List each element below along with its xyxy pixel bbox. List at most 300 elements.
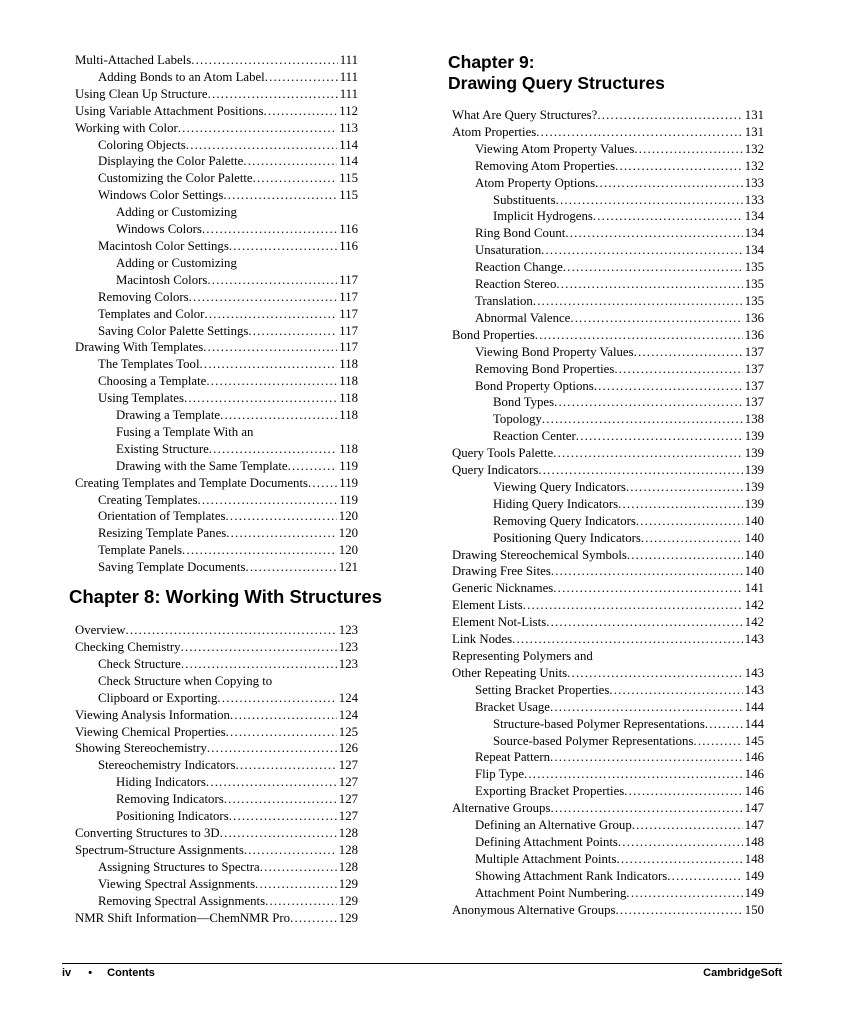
toc-entry-title: Generic Nicknames [452,581,554,596]
toc-entry-page: 137 [744,361,764,376]
toc-entry-page: 114 [339,154,358,169]
dot-leader [184,390,337,407]
toc-entry-page: 149 [744,868,764,883]
toc-entry-title: Flip Type [475,767,524,782]
toc-entry[interactable] [452,851,764,868]
toc-entry-title: Drawing with the Same Template [116,458,288,473]
dot-leader [290,910,337,927]
toc-entry[interactable] [75,407,358,424]
toc-entry-title: Attachment Point Numbering [475,885,627,900]
toc-entry[interactable] [452,141,764,158]
toc-entry-page: 145 [744,733,764,748]
toc-entry-page: 132 [744,158,764,173]
toc-entry[interactable] [75,137,358,154]
toc-entry[interactable] [452,699,764,716]
toc-entry-title: Adding Bonds to an Atom Label [98,69,265,84]
toc-entry[interactable] [75,170,358,187]
toc-entry-page: 117 [339,306,358,321]
dot-leader [206,774,337,791]
toc-entry[interactable] [452,597,764,614]
toc-entry-page: 147 [744,818,764,833]
toc-entry-title: Using Templates [98,391,184,406]
toc-entry[interactable] [75,356,358,373]
toc-entry-title: Showing Stereochemistry [75,741,207,756]
toc-entry-page: 135 [744,277,764,292]
toc-entry[interactable] [75,390,358,407]
toc-entry-page: 148 [744,834,764,849]
toc-entry[interactable] [75,492,358,509]
toc-entry[interactable] [452,716,764,733]
toc-entry[interactable] [452,225,764,242]
toc-entry[interactable] [75,859,358,876]
toc-entry-title: Removing Colors [98,289,189,304]
toc-entry-page: 144 [744,699,764,714]
dot-leader [533,293,743,310]
toc-entry[interactable] [452,175,764,192]
toc-entry[interactable] [75,757,358,774]
toc-entry-title: Removing Atom Properties [475,158,616,173]
toc-entry-page: 139 [744,429,764,444]
toc-entry-title: Using Variable Attachment Positions [75,103,264,118]
toc-entry[interactable] [452,445,764,462]
toc-entry-title: Other Repeating Units [452,665,568,680]
toc-entry-title-line: Adding or Customizing [116,205,237,220]
toc-entry[interactable] [452,614,764,631]
toc-entry[interactable] [452,885,764,902]
toc-list-chapter-8 [75,622,358,926]
dot-leader [203,339,337,356]
dot-leader [236,757,337,774]
toc-entry-title: Assigning Structures to Spectra [98,859,260,874]
toc-entry-title: Bond Properties [452,327,535,342]
dot-leader [618,496,743,513]
dot-leader [181,639,337,656]
dot-leader [616,902,743,919]
toc-entry-title: Atom Property Options [475,175,596,190]
toc-entry-page: 143 [744,682,764,697]
dot-leader [178,120,338,137]
toc-entry-page: 142 [744,598,764,613]
toc-entry-title: Defining an Alternative Group [475,818,632,833]
toc-entry[interactable] [75,774,358,791]
toc-entry[interactable] [452,259,764,276]
toc-entry[interactable] [75,306,358,323]
toc-entry[interactable] [452,665,764,682]
toc-entry-page: 137 [744,395,764,410]
toc-entry-title: Exporting Bracket Properties [475,784,625,799]
chapter-8-heading: Chapter 8: Working With Structures [69,586,382,608]
dot-leader [565,225,742,242]
page-footer [62,963,782,979]
toc-entry-title: Anonymous Alternative Groups [452,902,616,917]
toc-entry-page: 117 [339,289,358,304]
toc-entry[interactable] [75,441,358,458]
toc-entry[interactable] [75,323,358,340]
toc-entry-page: 120 [338,543,358,558]
toc-entry-title-line: Check Structure when Copying to [98,673,273,688]
toc-entry[interactable] [75,373,358,390]
toc-entry[interactable] [452,411,764,428]
dot-leader [550,749,743,766]
footer-left [62,967,155,979]
toc-entry[interactable] [75,559,358,576]
toc-entry[interactable] [452,496,764,513]
dot-leader [206,373,337,390]
toc-entry-page: 134 [744,243,764,258]
toc-entry[interactable] [452,124,764,141]
toc-entry[interactable] [452,479,764,496]
toc-entry-title: Coloring Objects [98,137,186,152]
toc-entry[interactable] [452,530,764,547]
toc-entry[interactable] [452,242,764,259]
dot-leader [594,378,743,395]
toc-entry-title: Element Not-Lists [452,615,547,630]
toc-entry[interactable] [75,221,358,238]
toc-entry-page: 118 [339,441,358,456]
dot-leader [288,458,338,475]
dot-leader [244,842,337,859]
dot-leader [125,622,336,639]
toc-entry[interactable] [75,153,358,170]
toc-entry-page: 134 [744,209,764,224]
toc-entry-page: 136 [744,310,764,325]
toc-entry[interactable] [75,69,358,86]
toc-entry-title: Query Tools Palette [452,446,554,461]
footer-bullet: • [88,967,93,979]
toc-entry-page: 119 [339,475,358,490]
toc-entry[interactable] [452,462,764,479]
toc-entry-page: 118 [339,374,358,389]
dot-leader [512,631,743,648]
toc-entry-title: Overview [75,623,126,638]
toc-entry[interactable] [75,791,358,808]
dot-leader [197,492,337,509]
toc-entry[interactable] [452,682,764,699]
toc-entry[interactable] [452,361,764,378]
toc-entry[interactable] [75,52,358,69]
toc-entry[interactable] [452,580,764,597]
toc-entry[interactable] [452,378,764,395]
toc-entry-title: Removing Bond Properties [475,361,615,376]
toc-entry-page: 117 [339,272,358,287]
dot-leader [618,834,743,851]
toc-entry-title: Macintosh Colors [116,272,208,287]
toc-entry-title: Check Structure [98,656,181,671]
dot-leader [567,665,743,682]
toc-entry-title-line: Representing Polymers and [452,649,593,663]
dot-leader [550,699,743,716]
toc-entry-page: 129 [338,910,358,925]
toc-entry-title: Creating Templates [98,492,198,507]
toc-entry-page: 127 [338,758,358,773]
dot-leader [627,547,743,564]
toc-entry-title: Topology [493,412,542,427]
dot-leader [182,542,337,559]
toc-entry-page: 149 [744,885,764,900]
toc-entry-title: Macintosh Color Settings [98,238,229,253]
toc-entry[interactable] [75,508,358,525]
dot-leader [536,124,743,141]
toc-entry-page: 146 [744,767,764,782]
toc-entry-page: 120 [338,509,358,524]
toc-entry[interactable] [452,276,764,293]
toc-entry-title: Bond Types [493,395,555,410]
toc-list-chapter-9 [452,107,764,919]
toc-entry-title: Showing Attachment Rank Indicators [475,868,668,883]
dot-leader [189,289,338,306]
left-column [69,52,382,926]
toc-entry-title: Viewing Atom Property Values [475,141,635,156]
dot-leader [191,52,338,69]
dot-leader [265,69,338,86]
toc-entry-title: Link Nodes [452,632,513,647]
dot-leader [614,361,742,378]
toc-entry-title: Drawing With Templates [75,340,204,355]
dot-leader [641,530,743,547]
toc-entry-page: 124 [338,707,358,722]
dot-leader [255,876,337,893]
toc-entry-page: 116 [339,222,358,237]
toc-entry-title-line: Adding or Customizing [116,255,237,270]
dot-leader [563,259,743,276]
toc-entry[interactable] [75,339,358,356]
toc-entry-page: 128 [338,859,358,874]
dot-leader [576,428,743,445]
dot-leader [207,740,337,757]
toc-entry-page: 135 [744,293,764,308]
dot-leader [542,411,743,428]
toc-entry[interactable] [75,842,358,859]
dot-leader [220,407,337,424]
toc-entry[interactable] [452,192,764,209]
toc-entry[interactable] [452,310,764,327]
toc-entry-title: Drawing Free Sites [452,564,551,579]
dot-leader [264,103,338,120]
toc-entry-title: Displaying the Color Palette [98,154,244,169]
toc-entry-page: 128 [338,842,358,857]
toc-entry-title: Resizing Template Panes [98,526,227,541]
toc-entry-title-line: Fusing a Template With an [116,424,254,439]
toc-entry[interactable] [75,458,358,475]
toc-entry[interactable] [75,690,358,707]
dot-leader [609,682,742,699]
dot-leader [570,310,742,327]
toc-entry[interactable] [452,428,764,445]
toc-entry-page: 143 [744,665,764,680]
toc-entry-page: 141 [744,581,764,596]
dot-leader [636,513,743,530]
toc-entry-page: 146 [744,750,764,765]
dot-leader [595,175,743,192]
toc-entry-title: Unsaturation [475,243,542,258]
toc-entry[interactable] [75,289,358,306]
toc-entry-title: Substituents [493,192,556,207]
dot-leader [223,187,337,204]
toc-entry-page: 133 [744,175,764,190]
toc-entry[interactable] [452,327,764,344]
toc-entry[interactable] [75,639,358,656]
dot-leader [554,394,743,411]
toc-entry-page: 121 [338,560,358,575]
toc-entry[interactable] [75,740,358,757]
toc-entry-page: 118 [339,357,358,372]
toc-entry[interactable] [75,876,358,893]
dot-leader [204,306,337,323]
toc-entry-title: Translation [475,293,533,308]
toc-entry-page: 138 [744,412,764,427]
toc-entry[interactable] [452,800,764,817]
toc-entry[interactable] [452,513,764,530]
dot-leader [626,479,743,496]
toc-entry[interactable] [452,547,764,564]
toc-entry-page: 131 [744,108,764,122]
toc-entry[interactable] [75,707,358,724]
toc-entry-title: Converting Structures to 3D [75,825,220,840]
chapter-9-heading-line1: Chapter 9: [448,52,535,72]
toc-entry[interactable] [75,187,358,204]
toc-entry-page: 129 [338,893,358,908]
dot-leader [667,868,743,885]
toc-entry[interactable] [75,542,358,559]
toc-entry-title: The Templates Tool [98,357,200,372]
dot-leader [546,614,743,631]
toc-entry-page: 125 [338,724,358,739]
dot-leader [634,344,743,361]
toc-entry-title: Removing Query Indicators [493,513,636,528]
toc-entry-page: 128 [338,825,358,840]
toc-entry-title: Drawing a Template [116,408,221,423]
footer-publisher: CambridgeSoft [703,967,782,979]
dot-leader [243,153,337,170]
toc-entry-title: Defining Attachment Points [475,834,618,849]
toc-entry-page: 123 [338,623,358,638]
toc-entry-page: 132 [744,141,764,156]
toc-entry-title: Atom Properties [452,124,537,139]
dot-leader [229,808,337,825]
toc-entry[interactable] [75,656,358,673]
dot-leader [220,825,337,842]
dot-leader [209,441,338,458]
toc-entry[interactable] [452,766,764,783]
toc-entry-page: 139 [744,496,764,511]
dot-leader [615,158,743,175]
toc-entry-title: Element Lists [452,598,523,613]
toc-entry-page: 134 [744,226,764,241]
toc-entry-page: 111 [339,53,358,67]
toc-entry[interactable] [75,825,358,842]
toc-entry[interactable] [75,86,358,103]
toc-entry[interactable] [75,525,358,542]
toc-entry-page: 111 [339,86,358,101]
toc-entry-page: 137 [744,378,764,393]
toc-entry-page: 127 [338,809,358,824]
toc-entry-page: 129 [338,876,358,891]
toc-entry-page: 144 [744,716,764,731]
dot-leader [207,272,337,289]
dot-leader [626,885,742,902]
toc-entry[interactable] [75,910,358,927]
toc-entry[interactable] [75,622,358,639]
toc-entry-title: NMR Shift Information—ChemNMR Pro [75,910,291,925]
toc-entry-title: Implicit Hydrogens [493,209,593,224]
toc-entry-title: Positioning Query Indicators [493,530,641,545]
dot-leader [208,86,338,103]
toc-entry-title: Template Panels [98,543,183,558]
dot-leader [616,851,742,868]
toc-entry-page: 111 [339,69,358,84]
toc-entry[interactable] [75,272,358,289]
toc-entry[interactable] [452,107,764,124]
dot-leader [260,859,337,876]
toc-entry[interactable] [75,724,358,741]
toc-entry-page: 148 [744,851,764,866]
toc-entry[interactable] [452,208,764,225]
toc-entry[interactable] [452,344,764,361]
toc-entry-page: 118 [339,408,358,423]
toc-entry-title: Bond Property Options [475,378,594,393]
toc-entry-title: Choosing a Template [98,374,207,389]
dot-leader [186,137,337,154]
toc-entry-page: 115 [339,188,358,203]
toc-entry[interactable] [452,834,764,851]
right-column [448,52,764,919]
dot-leader [550,800,742,817]
dot-leader [553,580,743,597]
dot-leader [253,170,338,187]
toc-entry[interactable] [75,238,358,255]
toc-entry-page: 123 [338,656,358,671]
toc-entry[interactable] [75,103,358,120]
toc-entry[interactable] [452,293,764,310]
toc-entry-title: Hiding Query Indicators [493,496,619,511]
toc-entry-title: Removing Indicators [116,792,224,807]
toc-entry[interactable] [75,475,358,492]
toc-entry-page: 136 [744,327,764,342]
toc-entry[interactable] [452,394,764,411]
toc-entry-page: 143 [744,632,764,647]
toc-entry[interactable] [452,158,764,175]
toc-entry[interactable] [75,808,358,825]
toc-entry-title: Viewing Analysis Information [75,707,230,722]
dot-leader [224,791,337,808]
dot-leader [632,817,743,834]
toc-entry[interactable] [452,817,764,834]
toc-entry-title: Saving Color Palette Settings [98,323,249,338]
dot-leader [248,323,337,340]
toc-entry-page: 133 [744,192,764,207]
toc-entry[interactable] [75,120,358,137]
dot-leader [556,192,743,209]
toc-entry[interactable] [452,563,764,580]
toc-entry-title: Checking Chemistry [75,640,181,654]
toc-entry-page: 120 [338,526,358,541]
toc-entry-page: 127 [338,775,358,790]
toc-entry[interactable] [452,631,764,648]
toc-entry[interactable] [452,733,764,750]
toc-entry-title: Viewing Bond Property Values [475,344,634,359]
dot-leader [593,208,743,225]
toc-entry-page: 127 [338,792,358,807]
toc-entry-title: Multi-Attached Labels [75,53,192,67]
toc-entry[interactable] [75,893,358,910]
toc-entry[interactable] [452,749,764,766]
dot-leader [541,242,743,259]
toc-entry-page: 117 [339,340,358,355]
toc-list-left-top [75,52,358,576]
toc-entry[interactable] [452,783,764,800]
toc-entry[interactable] [452,902,764,919]
toc-entry[interactable] [452,868,764,885]
